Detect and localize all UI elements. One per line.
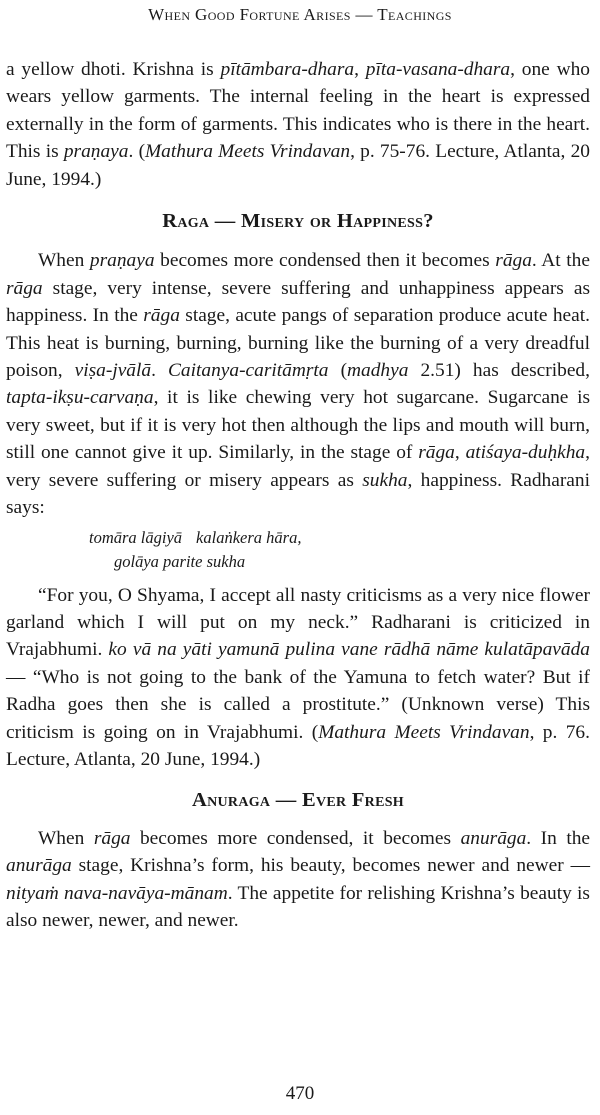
page-number: 470 <box>285 1083 315 1104</box>
verse-quote <box>89 526 590 574</box>
running-head: When Good Fortune Arises — Teachings <box>148 5 452 24</box>
verse-line-1: tomāra lāgiyā kalaṅkera hāra, <box>89 527 302 547</box>
body-text <box>6 56 590 934</box>
section-heading-raga: Raga — Misery or Happiness? <box>162 210 434 233</box>
section-heading-anuraga: Anuraga — Ever Fresh <box>192 789 404 812</box>
paragraph-pranaya-continued: a yellow dhoti. Krishna is pītāmbara-dhara, pīta-vasana-dhara, one who wears yellow garments. The internal feeling in the heart is expressed externally in the form of garments. This indicates who is there in the heart. This is praṇaya. (Mathura Meets Vrindavan, p. 75-76. Lecture, Atlanta, 20 June, 1994.) <box>6 59 591 190</box>
paragraph-anuraga: When rāga becomes more condensed, it becomes anurāga. In the anurāga stage, Krishna’s form, his beauty, becomes newer and newer — nityaṁ nava-navāya-mānam. The appetite for relishing Krishna’s beauty is also newer, newer, and newer. <box>6 827 591 931</box>
verse-line-2: golāya parite sukha <box>114 551 246 571</box>
paragraph-raga: When praṇaya becomes more condensed then it becomes rāga. At the rāga stage, very intense, severe suffering and unhappiness appears as happiness. In the rāga stage, acute pangs of separation produce acute heat. This heat is burning, burning, burning like the burning of a very dreadful poison, viṣa-jvālā. Caitanya-caritāmṛta (madhya 2.51) has described, tapta-ikṣu-carvaṇa, it is like chewing very hot sugarcane. Sugarcane is very sweet, but if it is very hot then although the lips and mouth will burn, still one cannot give it up. Similarly, in the stage of rāga, atiśaya-duḥkha, very severe suffering or misery appears as sukha, happiness. Radharani says: <box>6 250 590 519</box>
paragraph-criticism: “For you, O Shyama, I accept all nasty criticisms as a very nice flower garland which I will put on my neck.” Radharani is criticized in Vrajabhumi. ko vā na yāti yamunā pulina vane rādhā nāme kulatāpavāda — “Who is not going to the bank of the Yamuna to fetch water? But if Radha goes then she is called a prostitute.” (Unknown verse) This criticism is going on in Vrajabhumi. (Mathura Meets Vrindavan, p. 76. Lecture, Atlanta, 20 June, 1994.) <box>6 584 590 770</box>
